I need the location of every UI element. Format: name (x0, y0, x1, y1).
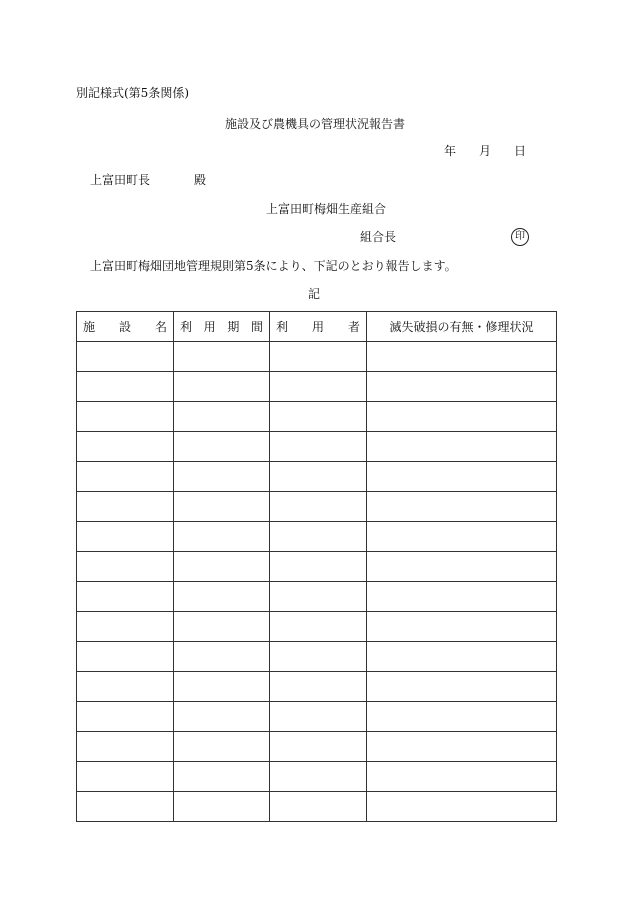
table-row (77, 702, 557, 732)
table-cell (77, 492, 174, 522)
table-cell (270, 792, 367, 822)
table-cell (270, 492, 367, 522)
table-cell (77, 432, 174, 462)
header-char: 用 (311, 320, 324, 334)
table-cell (77, 552, 174, 582)
table-cell (77, 522, 174, 552)
table-row (77, 732, 557, 762)
table-cell (270, 762, 367, 792)
table-cell (367, 792, 557, 822)
table-cell (367, 582, 557, 612)
table-row (77, 342, 557, 372)
table-cell (270, 462, 367, 492)
table-cell (174, 372, 270, 402)
table-cell (77, 372, 174, 402)
form-reference: 別記様式(第5条関係) (76, 86, 189, 100)
table-cell (367, 462, 557, 492)
table-cell (174, 642, 270, 672)
table-cell (270, 432, 367, 462)
table-cell (77, 402, 174, 432)
statement-text: 上富田町梅畑団地管理規則第5条により、下記のとおり報告します。 (90, 259, 457, 273)
table-cell (367, 402, 557, 432)
table-row (77, 462, 557, 492)
table-cell (77, 762, 174, 792)
date-line (444, 144, 526, 158)
table-cell (174, 702, 270, 732)
table-cell (77, 582, 174, 612)
header-char: 設 (118, 320, 131, 334)
table-cell (367, 492, 557, 522)
table-cell (367, 732, 557, 762)
table-row (77, 582, 557, 612)
addressee-name: 上富田町長 (90, 173, 151, 187)
table-cell (367, 612, 557, 642)
table-cell (367, 342, 557, 372)
table-cell (367, 372, 557, 402)
table-cell (270, 642, 367, 672)
table-cell (174, 432, 270, 462)
table-cell (270, 612, 367, 642)
addressee-honorific: 殿 (194, 173, 207, 187)
table-cell (367, 762, 557, 792)
table-cell (174, 522, 270, 552)
table-row (77, 492, 557, 522)
table-cell (174, 402, 270, 432)
table-cell (77, 732, 174, 762)
table-cell (174, 732, 270, 762)
date-month-label: 月 (478, 144, 491, 158)
table-cell (174, 462, 270, 492)
table-row (77, 432, 557, 462)
header-char: 利 (180, 320, 193, 334)
table-cell (367, 702, 557, 732)
table-row (77, 642, 557, 672)
table-cell (270, 372, 367, 402)
table-row (77, 762, 557, 792)
organization-name: 上富田町梅畑生産組合 (266, 202, 387, 216)
table-cell (270, 522, 367, 552)
seal-mark: 印 (511, 228, 529, 246)
report-table (76, 311, 557, 822)
table-row (77, 522, 557, 552)
table-row (77, 672, 557, 702)
date-day-label: 日 (513, 144, 526, 158)
header-damage-repair-status: 滅失破損の有無・修理状況 (367, 312, 557, 342)
table-cell (270, 672, 367, 702)
header-char: 利 (276, 320, 289, 334)
note-heading: 記 (308, 287, 321, 301)
table-cell (270, 582, 367, 612)
table-row (77, 552, 557, 582)
header-char: 期 (227, 320, 240, 334)
table-cell (367, 552, 557, 582)
table-cell (174, 552, 270, 582)
table-cell (174, 492, 270, 522)
table-cell (367, 432, 557, 462)
table-cell (77, 672, 174, 702)
table-cell (174, 612, 270, 642)
table-cell (270, 702, 367, 732)
header-char: 名 (154, 320, 167, 334)
header-facility-name (77, 312, 174, 342)
table-cell (77, 342, 174, 372)
header-char: 用 (203, 320, 216, 334)
table-cell (367, 672, 557, 702)
table-cell (174, 792, 270, 822)
header-user (270, 312, 367, 342)
table-cell (270, 552, 367, 582)
table-cell (174, 342, 270, 372)
table-cell (270, 732, 367, 762)
date-year-label: 年 (444, 144, 457, 158)
table-cell (77, 792, 174, 822)
table-row (77, 612, 557, 642)
table-cell (367, 642, 557, 672)
table-row (77, 402, 557, 432)
table-cell (77, 612, 174, 642)
table-cell (270, 342, 367, 372)
table-cell (77, 702, 174, 732)
table-cell (174, 672, 270, 702)
table-cell (174, 762, 270, 792)
table-header-row (77, 312, 557, 342)
table-cell (77, 462, 174, 492)
table-row (77, 372, 557, 402)
header-usage-period (174, 312, 270, 342)
table-cell (367, 522, 557, 552)
header-char: 者 (347, 320, 360, 334)
document-title: 施設及び農機具の管理状況報告書 (225, 117, 406, 131)
table-cell (270, 402, 367, 432)
table-cell (174, 582, 270, 612)
representative-label: 組合長 (360, 230, 397, 244)
table-cell (77, 642, 174, 672)
header-char: 施 (83, 320, 96, 334)
header-char: 間 (250, 320, 263, 334)
table-row (77, 792, 557, 822)
